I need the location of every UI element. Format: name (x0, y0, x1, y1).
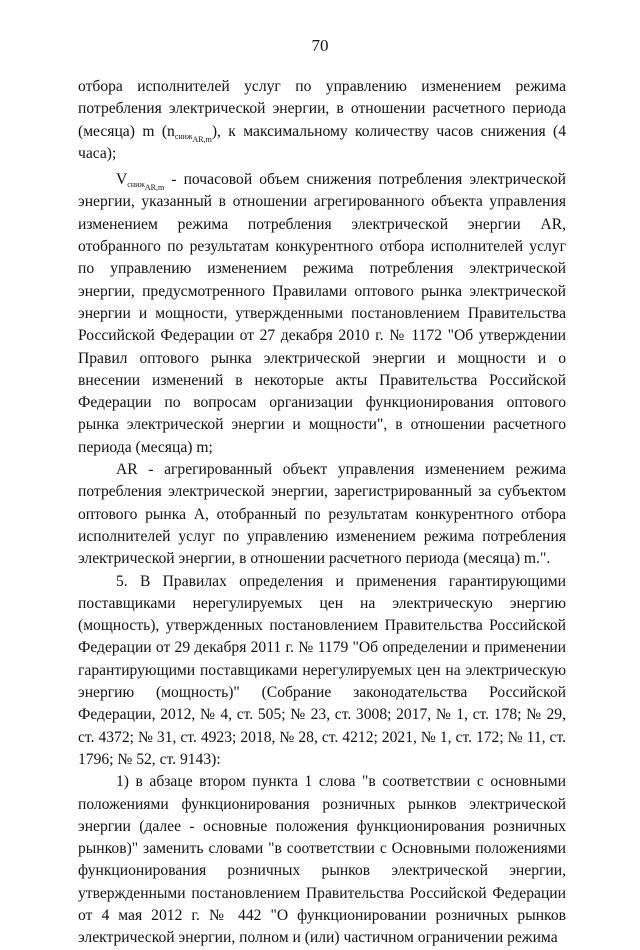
paragraph-opt-participation (78, 76, 566, 165)
page-number: 70 (311, 36, 329, 55)
paragraph-ar-definition: AR - агрегированный объект управления изменением режима потребления электрической энергии, зарегистрированный за субъектом оптового рынка A, отобранный по результатам конкурентного отбора исполнителей услуг по управлению изменением режима потребления электрической энергии, в отношении расчетного периода (месяца) m.". (78, 461, 566, 568)
subscript: снижAR,m (174, 131, 212, 144)
paragraph-text: отбора исполнителей услуг по управлению изменением режима потребления электрической энергии, в отношении расчетного периода (месяца) m (n (78, 78, 566, 140)
paragraph-item-5: 5. В Правилах определения и применения гарантирующими поставщиками нерегулируемых цен на электрическую энергию (мощность), утвержденных постановлением Правительства Российской Федерации от 29 декабря 2011 г. № 1179 "Об определении и применении гарантирующими поставщиками нерегулируемых цен на электрическую энергию (мощность)" (Собрание законодательства Российской Федерации, 2012, № 4, ст. 505; № 23, ст. 3008; 2017, № 1, ст. 178; № 29, ст. 4372; № 31, ст. 4923; 2018, № 28, ст. 4212; 2021, № 1, ст. 172; № 11, ст. 1796; № 52, ст. 9143): (78, 572, 566, 768)
paragraph-text-cont: - почасовой объем снижения потребления электрической энергии, указанный в отношении агрегированного объекта управления изменением режима потребления электрической энергии AR, отобранного по результатам конкурентного отбора исполнителей услуг по управлению изменением режима потребления электрической энергии, предусмотренного Правилами оптового рынка электрической энергии и мощности, утвержденными постановлением Правительства Российской Федерации от 27 декабря 2010 г. № 1172 "Об утверждении Правил оптового рынка электрической энергии и мощности и о внесении изменений в некоторые акты Правительства Российской Федерации по вопросам организации функционирования оптового рынка электрической энергии и мощности", в отношении расчетного периода (месяца) m; (78, 171, 566, 456)
paragraph-text: V (116, 171, 128, 189)
document-body (78, 76, 566, 950)
subscript: снижAR,m (127, 180, 165, 193)
paragraph-text-cont: ), к максимальному количеству часов снижения (4 часа); (78, 122, 566, 162)
paragraph-subitem-1: 1) в абзаце втором пункта 1 слова "в соответствии с основными положениями функционирования розничных рынков электрической энергии (далее - основные положения функционирования розничных рынков)" заменить словами "в соответствии с Основными положениями функционирования розничных рынков электрической энергии, утвержденными постановлением Правительства Российской Федерации от 4 мая 2012 г. № 442 "О функционировании розничных рынков электрической энергии, полном и (или) частичном ограничении режима (78, 773, 566, 947)
paragraph-v-definition (78, 169, 566, 459)
